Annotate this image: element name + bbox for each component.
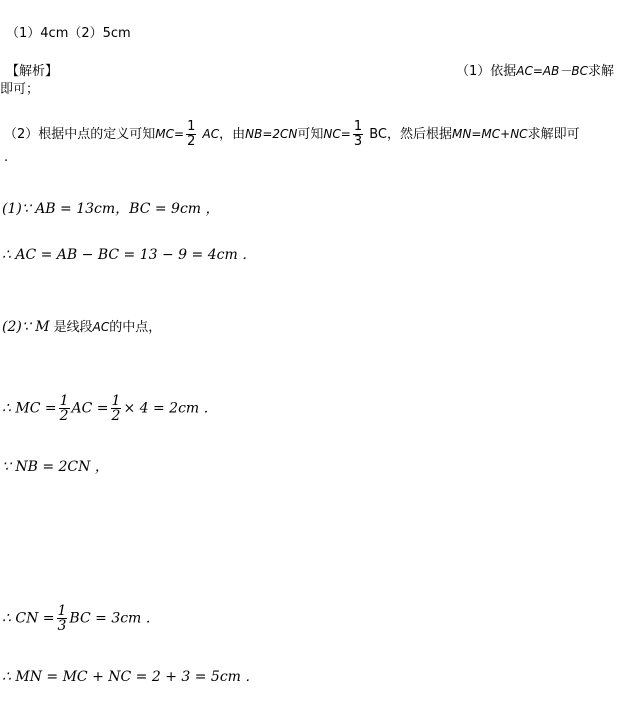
- fraction-num: 1: [59, 393, 69, 409]
- fraction-den: 2: [111, 408, 121, 424]
- analysis-part1-continue: 即可；: [0, 82, 40, 97]
- fraction-third: [353, 120, 363, 149]
- step3-a: (2)∵ M: [2, 319, 50, 335]
- solution-step3: [2, 316, 161, 335]
- part2-dot: .: [4, 150, 9, 165]
- fraction-num: 1: [187, 119, 196, 134]
- fraction-num: 1: [111, 393, 121, 409]
- step6-a: ∴ CN =: [2, 610, 55, 627]
- step4-c: × 4 = 2cm ．: [123, 400, 218, 417]
- solution-step2: ∴ AC = AB − BC = 13 − 9 = 4cm ．: [2, 247, 257, 263]
- fraction-third: [57, 604, 68, 633]
- part1-formula: AC=AB－BC: [516, 64, 588, 78]
- fraction-half: [186, 120, 196, 149]
- part2-b: ，由: [219, 127, 246, 142]
- solution-step5: ∵ NB = 2CN ，: [2, 459, 109, 475]
- solution-step6: [2, 604, 160, 633]
- part2-ac: AC: [202, 127, 220, 141]
- fraction-num: 1: [353, 119, 363, 134]
- fraction-half: [111, 394, 122, 423]
- fraction-half: [59, 394, 70, 423]
- step3-c: 的中点，: [109, 320, 162, 335]
- solution-step4: [2, 394, 218, 423]
- part2-bc: BC: [369, 127, 388, 142]
- step4-a: ∴ MC =: [2, 400, 57, 417]
- part2-mc: MC=: [155, 127, 185, 141]
- solution-step7: ∴ MN = MC + NC = 2 + 3 = 5cm ．: [2, 669, 260, 685]
- step3-ac: AC: [92, 320, 110, 334]
- fraction-den: 2: [59, 408, 69, 424]
- part2-a: （2）根据中点的定义可知: [4, 127, 156, 142]
- part2-mn: MN=MC+NC: [452, 127, 528, 141]
- step3-b: 是线段: [49, 320, 93, 335]
- fraction-num: 1: [57, 603, 67, 619]
- part1-intro: （1）依据: [456, 64, 517, 79]
- part2-d: ，然后根据: [387, 127, 453, 142]
- fraction-den: 2: [187, 134, 196, 149]
- step6-b: BC = 3cm ．: [69, 610, 160, 627]
- part2-e: 求解即可: [527, 127, 580, 142]
- step4-b: AC =: [71, 400, 109, 417]
- part2-c: 可知: [297, 127, 324, 142]
- fraction-den: 3: [57, 618, 67, 634]
- fraction-den: 3: [353, 134, 363, 149]
- part2-nc: NC=: [323, 127, 351, 141]
- solution-step1: (1)∵ AB = 13cm，BC = 9cm ，: [2, 201, 220, 217]
- analysis-part2: [4, 120, 580, 149]
- part1-end: 求解: [587, 64, 614, 79]
- analysis-header: 【解析】: [6, 64, 59, 79]
- part2-nb: NB=2CN: [245, 127, 298, 141]
- analysis-part1: [456, 60, 614, 79]
- answer-line: （1）4cm（2）5cm: [6, 26, 131, 41]
